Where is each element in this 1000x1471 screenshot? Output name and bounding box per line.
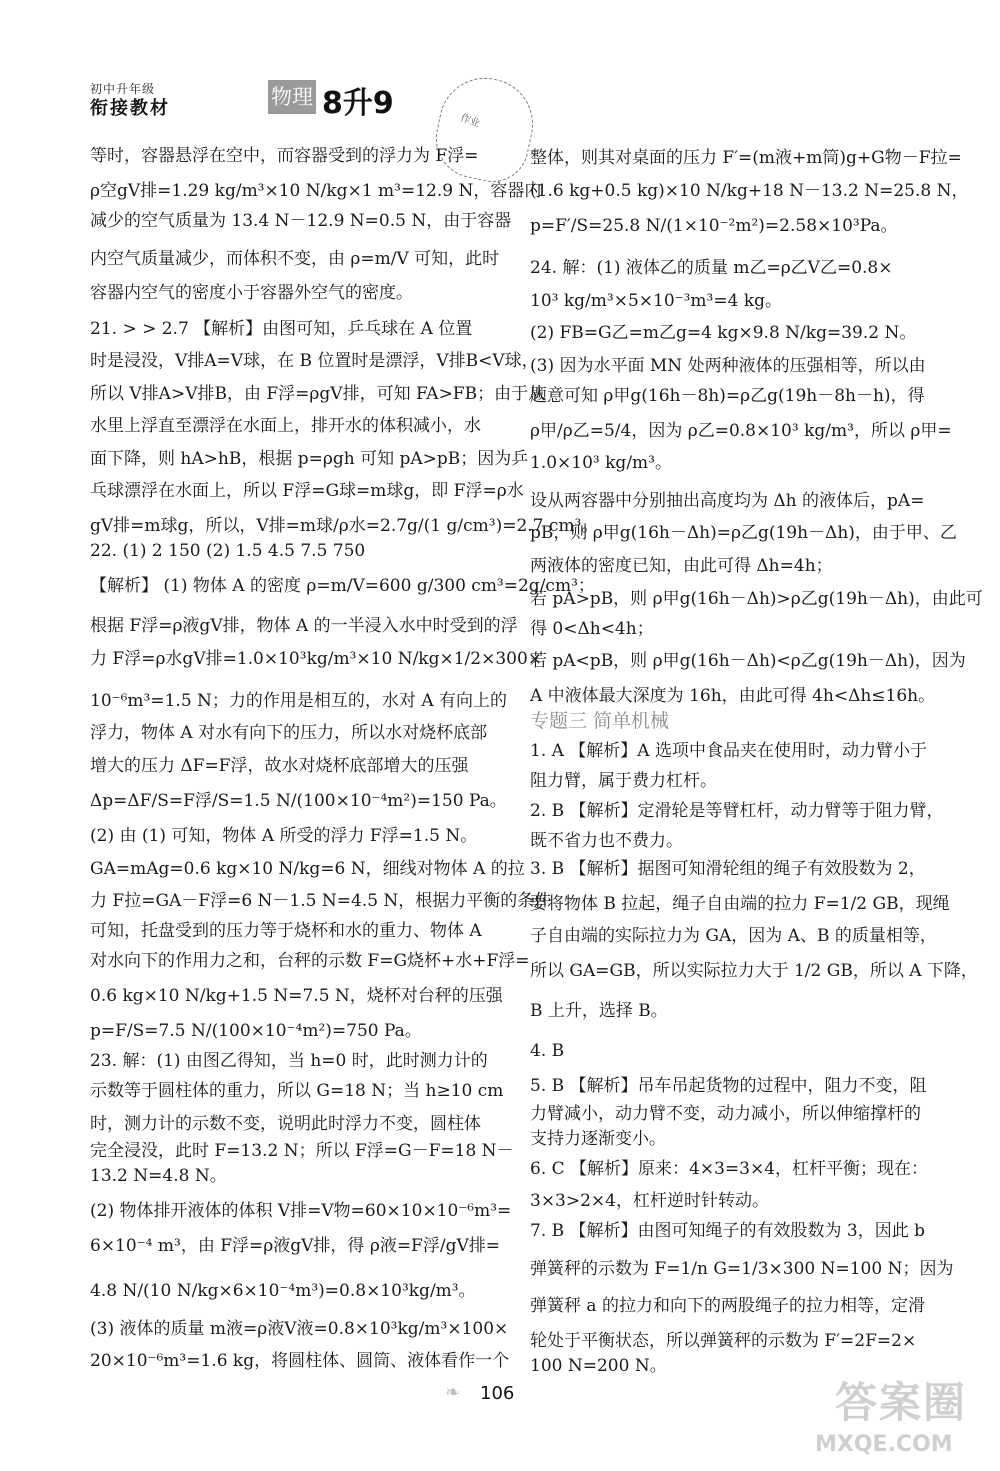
right-text-line: 所以 GA=GB，所以实际拉力大于 1/2 GB，所以 A 下降， [530,961,978,981]
right-text-line: 若 pA<pB，则 ρ甲g(16h－Δh)<ρ乙g(19h－Δh)，因为 [530,651,966,671]
left-text-line: Δp=ΔF/S=F浮/S=1.5 N/(100×10⁻⁴m²)=150 Pa。 [90,791,507,811]
right-text-line: 100 N=200 N。 [530,1356,667,1376]
left-text-line: 根据 F浮=ρ液gV排，物体 A 的一半浸入水中时受到的浮 [90,616,518,636]
left-text-line: 可知，托盘受到的压力等于烧杯和水的重力、物体 A [90,921,482,941]
left-text-line: 减少的空气质量为 13.4 N－12.9 N=0.5 N，由于容器 [90,211,512,231]
right-text-line: 支持力逐渐变小。 [530,1129,666,1149]
right-text-line: 3. B 【解析】据图可知滑轮组的绳子有效股数为 2， [530,859,926,879]
right-text-line: p=F′/S=25.8 N/(1×10⁻²m²)=2.58×10³Pa。 [530,216,898,236]
left-text-line: 所以 V排A>V排B，由 F浮=ρgV排，可知 FA>FB；由于从 [90,384,546,404]
watermark-url: MXQE.COM [815,1432,953,1457]
left-text-line: 力 F拉=GA－F浮=6 N－1.5 N=4.5 N，根据力平衡的条件 [90,891,552,911]
right-text-line: 1. A 【解析】A 选项中食品夹在使用时，动力臂小于 [530,741,927,761]
header-grade: 8升9 [322,86,394,121]
right-text-line: 24. 解：(1) 液体乙的质量 m乙=ρ乙V乙=0.8× [530,258,893,278]
right-text-line: pB，则 ρ甲g(16h－Δh)=ρ乙g(19h－Δh)，由于甲、乙 [530,523,957,543]
right-text-line: 若 pA>pB，则 ρ甲g(16h－Δh)>ρ乙g(19h－Δh)，由此可 [530,589,983,609]
left-text-line: 22. (1) 2 150 (2) 1.5 4.5 7.5 750 [90,541,366,561]
left-text-line: (3) 液体的质量 m液=ρ液V液=0.8×10³kg/m³×100× [90,1319,509,1339]
left-text-line: 内空气质量减少，而体积不变，由 ρ=m/V 可知，此时 [90,249,500,269]
right-text-line: 10³ kg/m³×5×10⁻³m³=4 kg。 [530,291,783,311]
left-text-line: 浮力，物体 A 对水有向下的压力，所以水对烧杯底部 [90,723,488,743]
left-text-line: 0.6 kg×10 N/kg+1.5 N=7.5 N，烧杯对台秤的压强 [90,986,503,1006]
right-text-line: 3×3>2×4，杠杆逆时针转动。 [530,1191,769,1211]
right-text-line: 7. B 【解析】由图可知绳子的有效股数为 3，因此 b [530,1221,926,1241]
left-text-line: 23. 解：(1) 由图乙得知，当 h=0 时，此时测力计的 [90,1051,488,1071]
right-text-line: A 中液体最大深度为 16h，由此可得 4h<Δh≤16h。 [530,686,936,706]
right-text-line: 轮处于平衡状态，所以弹簧秤的示数为 F′=2F=2× [530,1331,917,1351]
left-text-line: 【解析】 (1) 物体 A 的密度 ρ=m/V=600 g/300 cm³=2g/cm³； [90,576,595,596]
left-text-line: p=F/S=7.5 N/(100×10⁻⁴m²)=750 Pa。 [90,1021,422,1041]
left-text-line: 时，测力计的示数不变，说明此时浮力不变，圆柱体 [90,1114,481,1134]
stamp-label: 作业 [458,112,482,130]
right-text-line: B 上升，选择 B。 [530,1001,668,1021]
left-text-line: gV排=m球g，所以，V排=m球/ρ水=2.7g/(1 g/cm³)=2.7 cm³。 [90,516,599,536]
left-text-line: 完全浸没，此时 F=13.2 N；所以 F浮=G－F=18 N－ [90,1141,514,1161]
right-text-line: 题意可知 ρ甲g(16h－8h)=ρ乙g(19h－8h－h)，得 [530,386,925,406]
right-text-line: 力臂减小，动力臂不变，动力减小，所以伸缩撑杆的 [530,1104,921,1124]
right-text-line: 弹簧秤 a 的拉力和向下的两股绳子的拉力相等，定滑 [530,1296,925,1316]
left-text-line: 4.8 N/(10 N/kg×6×10⁻⁴m³)=0.8×10³kg/m³。 [90,1281,476,1301]
left-text-line: 力 F浮=ρ水gV排=1.0×10³kg/m³×10 N/kg×1/2×300× [90,649,543,669]
page-number: 106 [480,1383,515,1404]
left-text-line: 容器内空气的密度小于容器外空气的密度。 [90,283,413,303]
right-text-line: 设从两容器中分别抽出高度均为 Δh 的液体后，pA= [530,491,925,511]
header-series: 初中升年级 [90,82,156,96]
left-text-line: 乓球漂浮在水面上，所以 F浮=G球=m球g，即 F浮=ρ水 [90,481,524,501]
right-text-line: 2. B 【解析】定滑轮是等臂杠杆，动力臂等于阻力臂， [530,801,944,821]
left-text-line: 21. > > 2.7 【解析】由图可知，乒乓球在 A 位置 [90,319,473,339]
left-text-line: ρ空gV排=1.29 kg/m³×10 N/kg×1 m³=12.9 N，容器内 [90,181,542,201]
page-ornament: ❧ [445,1382,461,1403]
right-text-line: 弹簧秤的示数为 F=1/n G=1/3×300 N=100 N；因为 [530,1259,954,1279]
header-book-title: 衔接教材 [90,98,170,119]
left-text-line: GA=mAg=0.6 kg×10 N/kg=6 N，细线对物体 A 的拉 [90,859,525,879]
page-header [90,80,490,120]
right-text-line: (2) FB=G乙=m乙g=4 kg×9.8 N/kg=39.2 N。 [530,323,917,343]
right-text-line: 6. C 【解析】原来：4×3=3×4，杠杆平衡；现在： [530,1159,929,1179]
left-text-line: 等时，容器悬浮在空中，而容器受到的浮力为 F浮= [90,146,479,166]
right-text-line: 阻力臂，属于费力杠杆。 [530,771,717,791]
left-text-line: 10⁻⁶m³=1.5 N；力的作用是相互的，水对 A 有向上的 [90,691,507,711]
left-text-line: 示数等于圆柱体的重力，所以 G=18 N；当 h≥10 cm [90,1081,504,1101]
right-text-line: 两液体的密度已知，由此可得 Δh=4h； [530,556,833,576]
right-text-line: 整体，则其对桌面的压力 F′=(m液+m筒)g+G物－F拉= [530,148,962,168]
section-title: 专题三 简单机械 [530,710,670,732]
right-text-line: 得 0<Δh<4h； [530,619,654,639]
right-text-line: 既不省力也不费力。 [530,831,683,851]
left-text-line: 时是浸没，V排A=V球，在 B 位置时是漂浮，V排B<V球， [90,351,539,371]
left-text-line: 6×10⁻⁴ m³，由 F浮=ρ液gV排，得 ρ液=F浮/gV排= [90,1236,500,1256]
right-text-line: ρ甲/ρ乙=5/4，因为 ρ乙=0.8×10³ kg/m³，所以 ρ甲= [530,421,952,441]
left-text-line: 面下降，则 hA>hB，根据 p=ρgh 可知 pA>pB；因为乒 [90,449,529,469]
right-text-line: (1.6 kg+0.5 kg)×10 N/kg+18 N－13.2 N=25.8 N， [530,181,969,201]
left-text-line: (2) 由 (1) 可知，物体 A 所受的浮力 F浮=1.5 N。 [90,826,478,846]
left-text-line: 20×10⁻⁶m³=1.6 kg，将圆柱体、圆筒、液体看作一个 [90,1351,510,1371]
left-text-line: 对水向下的作用力之和，台秤的示数 F=G烧杯+水+F浮= [90,951,530,971]
right-text-line: 要将物体 B 拉起，绳子自由端的拉力 F=1/2 GB，现绳 [530,894,950,914]
left-text-line: 13.2 N=4.8 N。 [90,1166,227,1186]
right-text-line: 4. B [530,1041,565,1061]
left-text-line: 增大的压力 ΔF=F浮，故水对烧杯底部增大的压强 [90,756,469,776]
left-text-line: 水里上浮直至漂浮在水面上，排开水的体积减小，水 [90,416,481,436]
left-text-line: (2) 物体排开液体的体积 V排=V物=60×10×10⁻⁶m³= [90,1201,512,1221]
watermark-logo: 答案圈 [835,1378,968,1427]
right-text-line: 子自由端的实际拉力为 GA，因为 A、B 的质量相等， [530,926,937,946]
right-text-line: (3) 因为水平面 MN 处两种液体的压强相等，所以由 [530,356,926,376]
right-text-line: 1.0×10³ kg/m³。 [530,453,672,473]
header-subject-tag: 物理 [268,80,316,114]
right-text-line: 5. B 【解析】吊车吊起货物的过程中，阻力不变，阻 [530,1076,927,1096]
